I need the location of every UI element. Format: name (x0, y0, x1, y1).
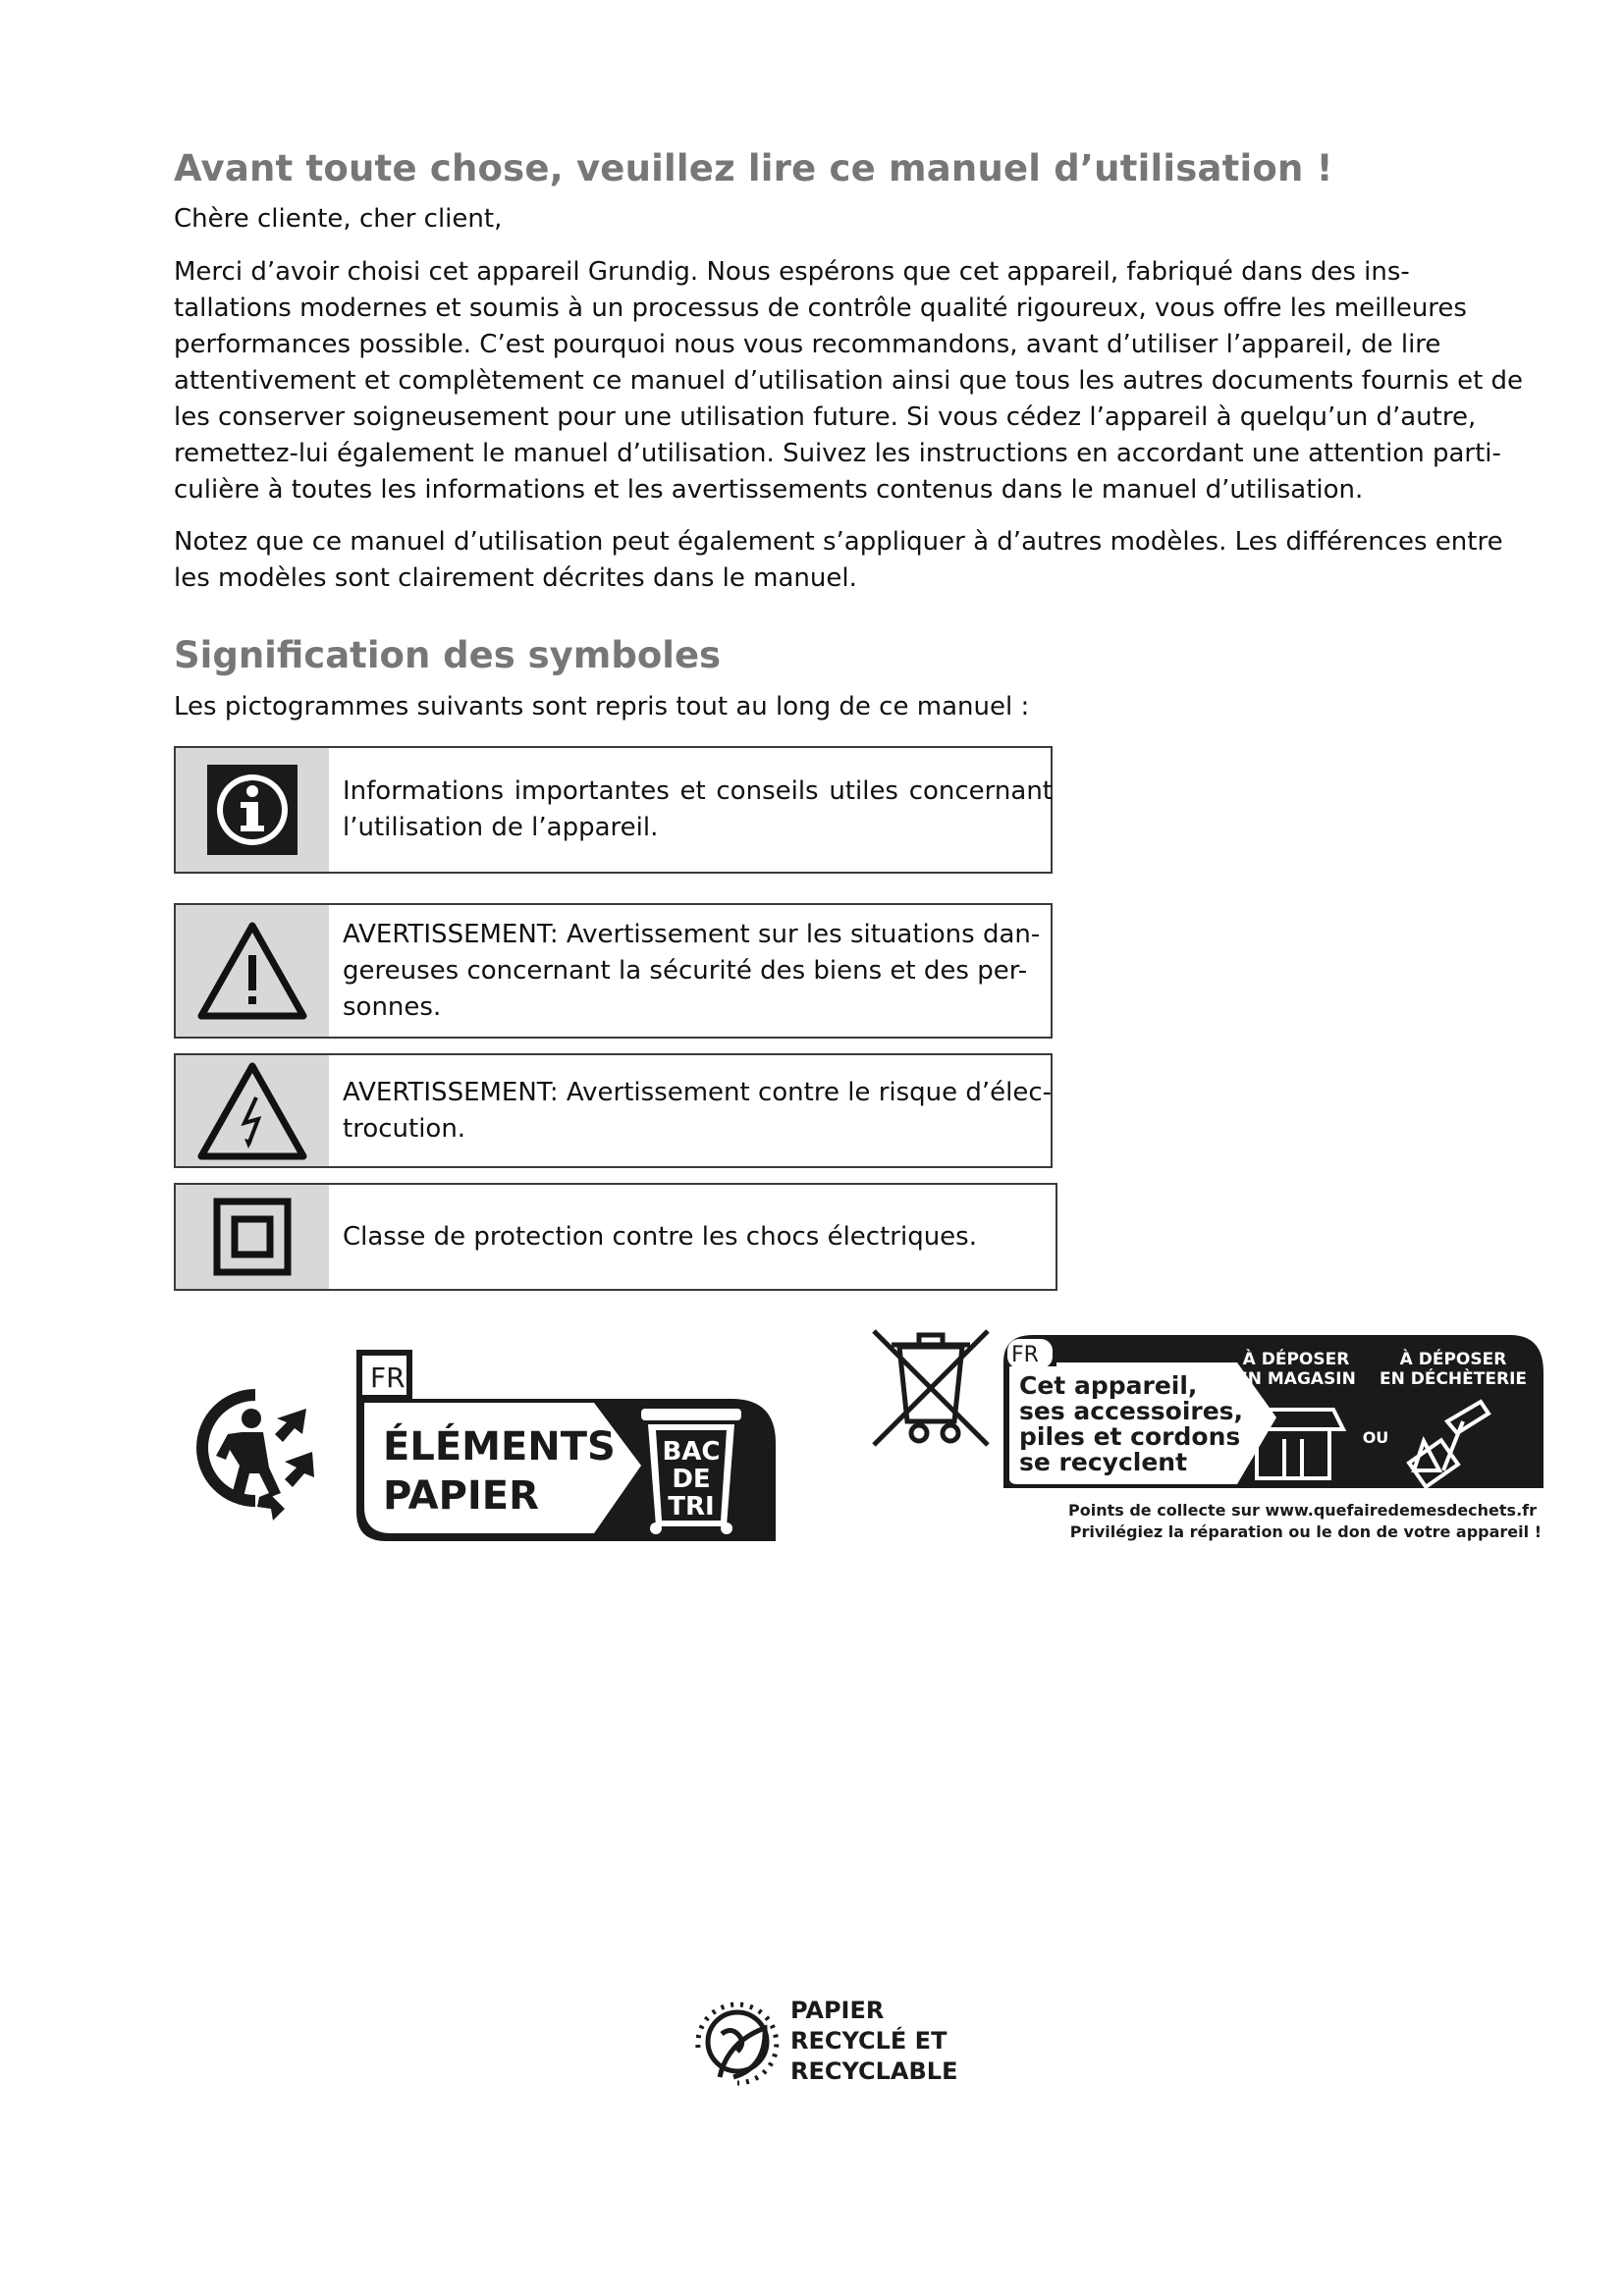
paragraph-line: culière à toutes les informations et les avertissements contenus dans le manuel d’utilisation. (174, 475, 1364, 505)
weee-footer-line: Points de collecte sur www.quefairedemesdechets.fr (1068, 1501, 1537, 1520)
weee-text-line: piles et cordons (1019, 1422, 1241, 1451)
weee-footer-line: Privilégiez la réparation ou le don de votre appareil ! (1069, 1522, 1542, 1541)
recycled-label-line: RECYCLÉ ET (790, 2027, 947, 2055)
triman-label-line: ÉLÉMENTS (383, 1424, 616, 1469)
bin-text: DE (672, 1465, 711, 1494)
weee-country: FR (1011, 1343, 1039, 1367)
paragraph-line: les conserver soigneusement pour une utilisation future. Si vous cédez l’appareil à quelqu’un d’autre, (174, 402, 1477, 432)
paragraph-line: attentivement et complètement ce manuel d’utilisation ainsi que tous les autres documents fournis et de (174, 366, 1524, 396)
recycled-globe-leaf-icon (698, 2004, 777, 2083)
symbol-text-line: trocution. (343, 1113, 466, 1144)
paragraph-line: tallations modernes et soumis à un processus de contrôle qualité rigoureux, vous offre les meilleures (174, 294, 1467, 323)
symbol-row-electric-shock (174, 1053, 1053, 1168)
weee-text-line: se recyclent (1019, 1448, 1188, 1476)
symbol-text-line: sonnes. (343, 991, 442, 1022)
symbols-intro: Les pictogrammes suivants sont repris tout au long de ce manuel : (174, 692, 1030, 721)
paragraph-line: Merci d’avoir choisi cet appareil Grundig. Nous espérons que cet appareil, fabriqué dans des ins- (174, 257, 1410, 287)
warning-icon (195, 920, 309, 1022)
recycled-label-line: PAPIER (790, 1997, 885, 2024)
symbol-row-protection-class (174, 1183, 1057, 1291)
dump-label: À DÉPOSER (1399, 1350, 1507, 1369)
recycled-paper-logo (682, 1983, 977, 2101)
symbol-row-warning (174, 903, 1053, 1039)
symbol-text-line: AVERTISSEMENT: Avertissement sur les situations dan- (343, 919, 1041, 949)
paragraph-line: performances possible. C’est pourquoi nous vous recommandons, avant d’utiliser l’appareil, de lire (174, 330, 1441, 359)
double-insulation-icon (213, 1198, 292, 1276)
electric-shock-icon (195, 1060, 309, 1162)
symbol-text-line: gereuses concernant la sécurité des biens et des per- (343, 955, 1028, 986)
triman-label-line: PAPIER (383, 1473, 539, 1519)
paragraph-line: les modèles sont clairement décrites dans le manuel. (174, 563, 857, 593)
store-label: EN MAGASIN (1236, 1369, 1356, 1389)
bin-text: TRI (668, 1492, 715, 1522)
weee-logo (864, 1323, 1551, 1559)
triman-paper-logo (187, 1340, 785, 1556)
triman-icon (187, 1340, 785, 1556)
weee-text-line: Cet appareil, (1019, 1371, 1198, 1400)
info-icon (203, 761, 301, 859)
crossed-bin-icon (874, 1331, 988, 1445)
triman-country: FR (370, 1362, 406, 1394)
bin-text: BAC (662, 1437, 721, 1467)
paragraph-line: Notez que ce manuel d’utilisation peut également s’appliquer à d’autres modèles. Les différences entre (174, 527, 1503, 557)
weee-text-line: ses accessoires, (1019, 1397, 1244, 1425)
dump-label: EN DÉCHÈTERIE (1379, 1369, 1528, 1389)
recycled-label-line: RECYCLABLE (790, 2057, 958, 2085)
page-title: Avant toute chose, veuillez lire ce manuel d’utilisation ! (174, 147, 1333, 189)
or-label: OU (1362, 1428, 1389, 1447)
symbol-text-line: Classe de protection contre les chocs électriques. (343, 1221, 977, 1252)
greeting: Chère cliente, cher client, (174, 204, 503, 234)
symbol-row-info (174, 746, 1053, 874)
paragraph-line: remettez-lui également le manuel d’utilisation. Suivez les instructions en accordant une attention parti- (174, 439, 1501, 468)
symbol-text-line: Informations importantes et conseils utiles concernant (343, 776, 1053, 806)
symbol-text-line: AVERTISSEMENT: Avertissement contre le risque d’élec- (343, 1077, 1053, 1107)
store-label: À DÉPOSER (1242, 1350, 1350, 1369)
symbol-text-line: l’utilisation de l’appareil. (343, 813, 659, 842)
section-title-symbols: Signification des symboles (174, 634, 722, 676)
